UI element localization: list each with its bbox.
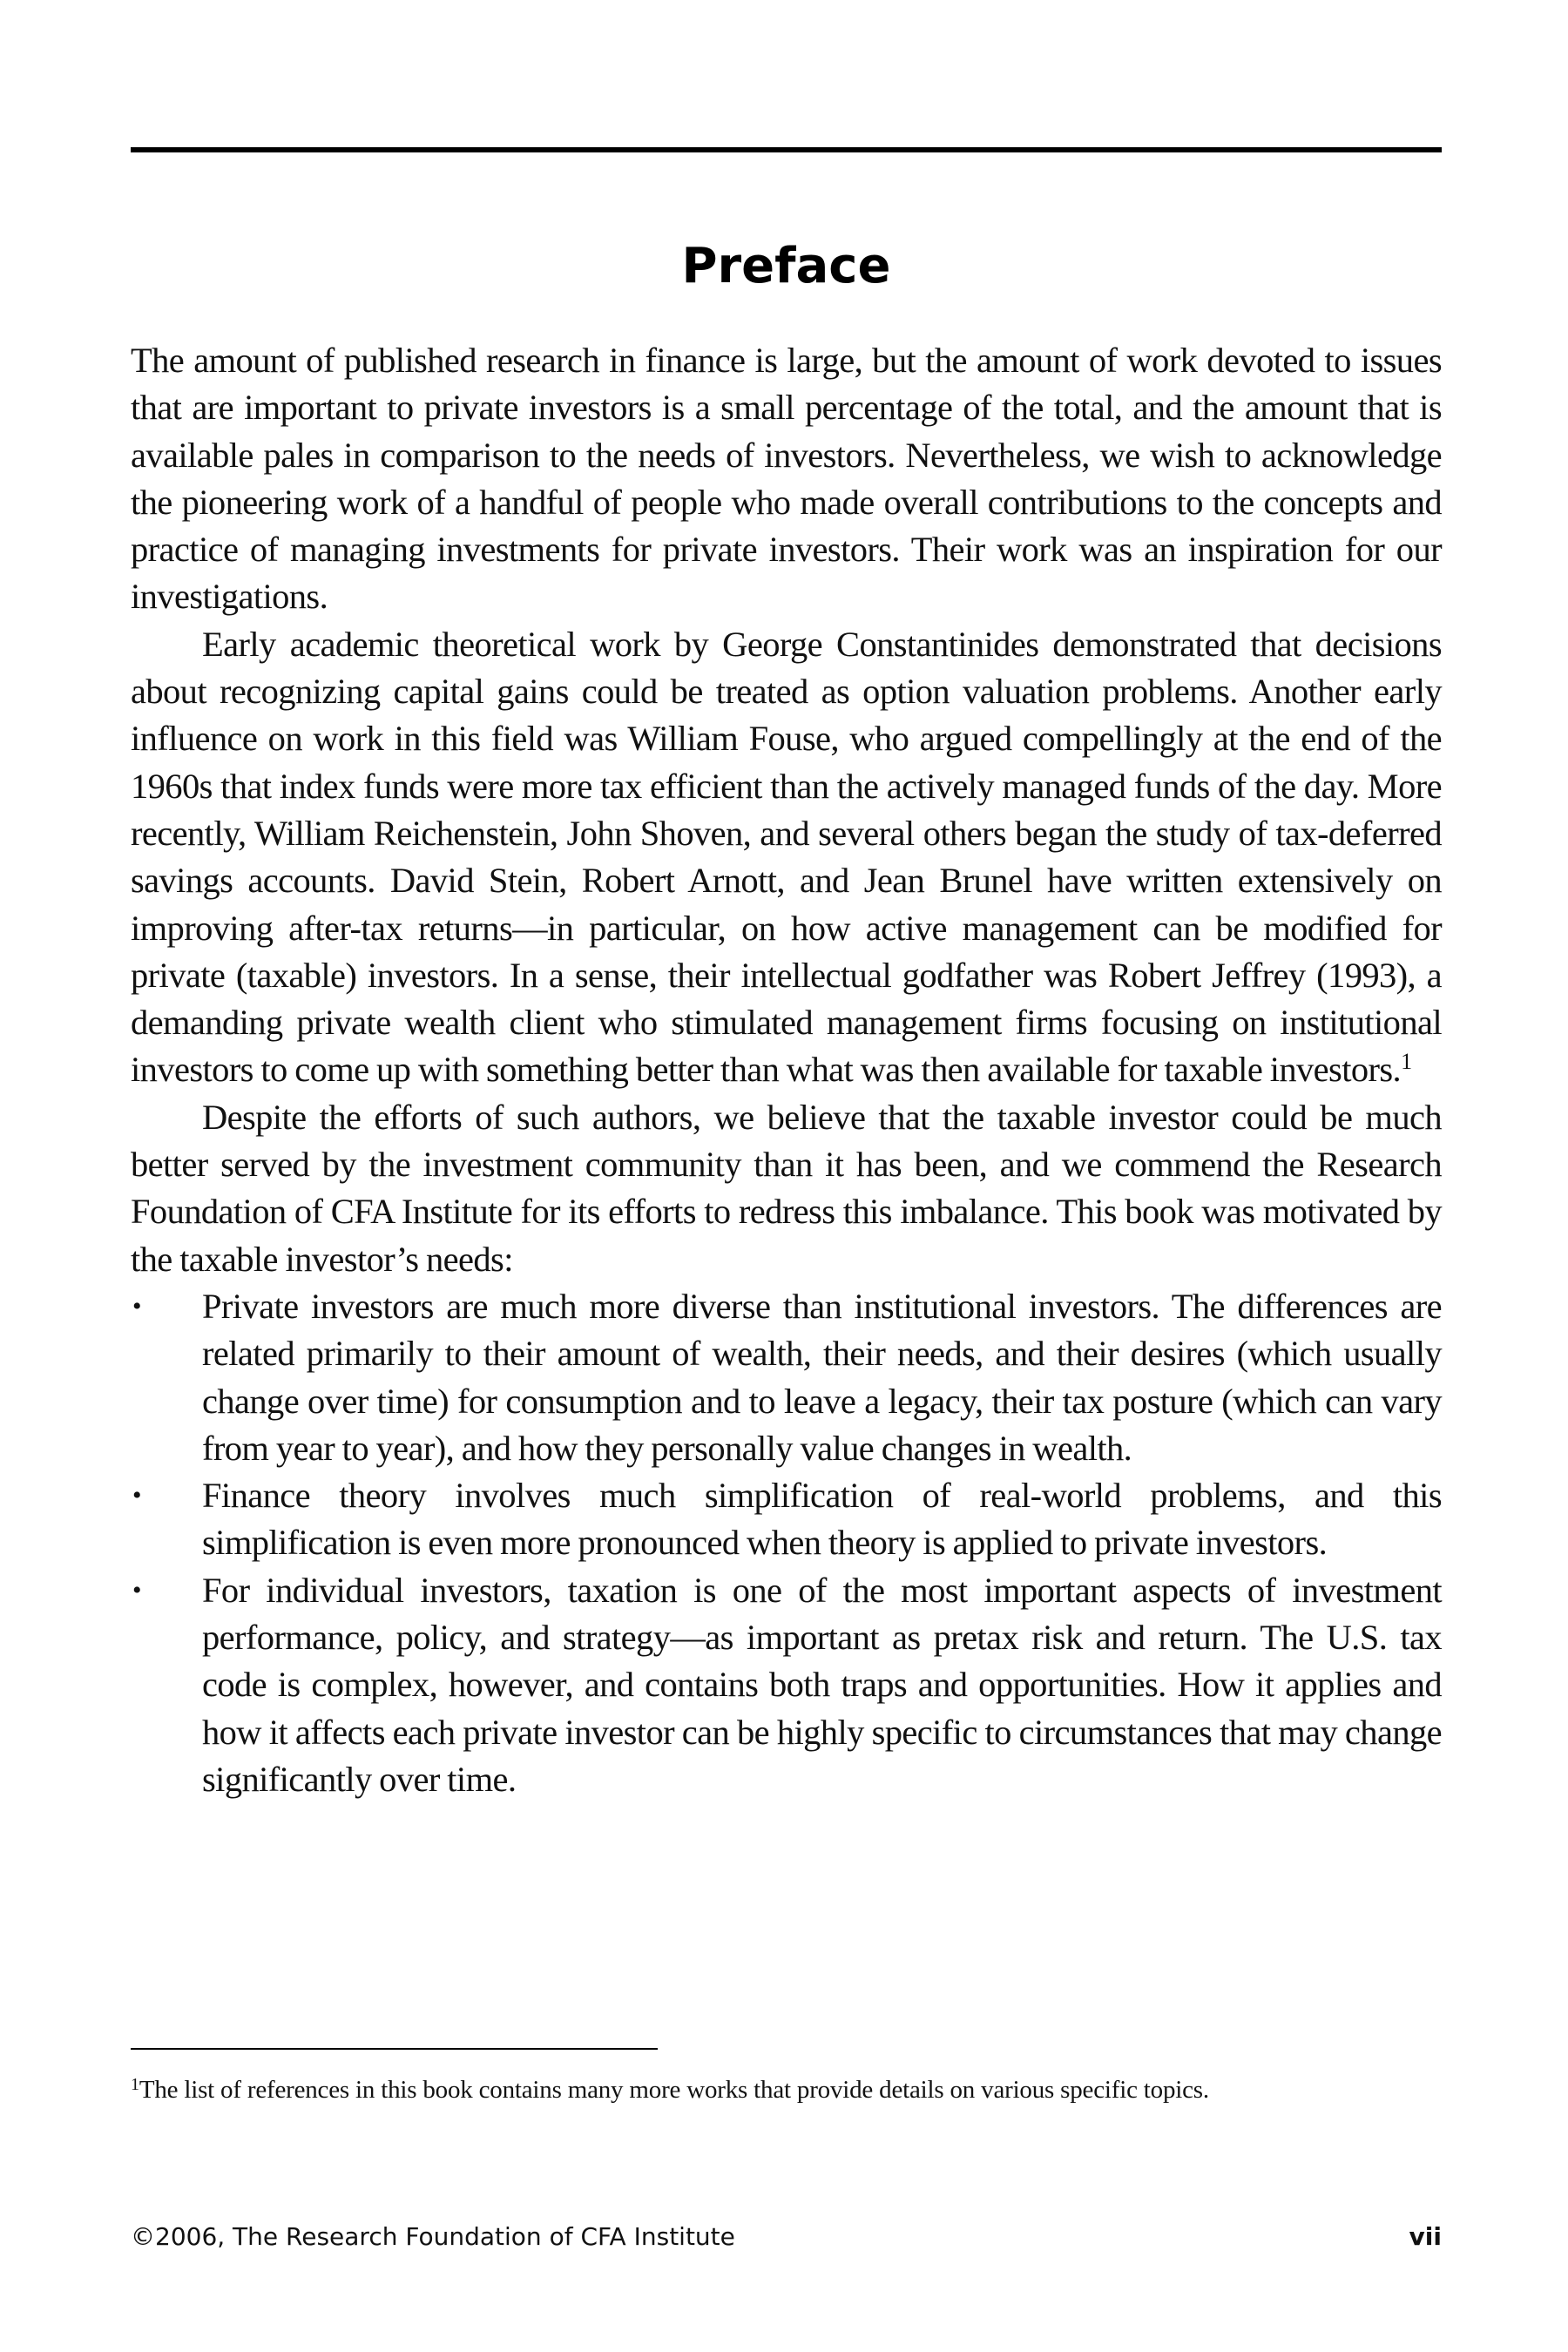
footnote-reference[interactable]: 1 [1401, 1049, 1412, 1075]
bullet-item [131, 1472, 1442, 1567]
footnote-text: The list of references in this book contains many more works that provide details on various specific topics. [139, 2076, 1209, 2104]
paragraph-2-text: Early academic theoretical work by George Constantinides demonstrated that decisions about recognizing capital gains could be treated as option valuation problems. Another early influence on work in this field was William Fouse, who argued compellingly at the end of the 1960s that index funds were more tax efficient than the actively managed funds of the day. More recently, William Reichenstein, John Shoven, and several others began the study of tax-deferred savings accounts. David Stein, Robert Arnott, and Jean Brunel have written extensively on improving after-tax returns—in particular, on how active management can be modified for private (taxable) investors. In a sense, their intellectual godfather was Robert Jeffrey (1993), a demanding private wealth client who stimulated management firms focusing on institutional investors to come up with something better than what was then available for taxable investors. [131, 624, 1442, 1090]
footnote-divider [131, 2048, 658, 2050]
bullet-item [131, 1283, 1442, 1472]
copyright-notice: ©2006, The Research Foundation of CFA Institute [131, 2222, 735, 2251]
bullet-text: For individual investors, taxation is one of the most important aspects of investment performance, policy, and strategy—as important as pretax risk and return. The U.S. tax code is complex, however, and contains both traps and opportunities. How it applies and how it affects each private investor can be highly specific to circumstances that may change significantly over time. [202, 1570, 1442, 1799]
bullet-icon: • [132, 1291, 141, 1321]
paragraph-3: Despite the efforts of such authors, we believe that the taxable investor could be much better served by the investment community than it has been, and we commend the Research Foundation of CFA Institute for its efforts to redress this imbalance. This book was motivated by the taxable investor’s needs: [131, 1097, 1442, 1279]
bullet-icon: • [132, 1575, 141, 1605]
bullet-list [131, 1283, 1442, 1803]
body-text [131, 337, 1442, 1803]
paragraph-2 [131, 621, 1442, 1094]
paragraph-1: The amount of published research in finance is large, but the amount of work devoted to issues that are important to private investors is a small percentage of the total, and the amount that is available pales in comparison to the needs of investors. Nevertheless, we wish to acknowledge the pioneering work of a handful of people who made overall contributions to the concepts and practice of managing investments for private investors. Their work was an inspiration for our investigations. [131, 341, 1442, 617]
document-page [131, 0, 1442, 2352]
footnote [131, 2073, 1442, 2106]
page-number: vii [1409, 2222, 1442, 2251]
bullet-icon: • [132, 1481, 141, 1511]
bullet-text: Private investors are much more diverse than institutional investors. The differences are related primarily to their amount of wealth, their needs, and their desires (which usually change over time) for consumption and to leave a legacy, their tax posture (which can vary from year to year), and how they personally value changes in wealth. [202, 1286, 1442, 1468]
bullet-item [131, 1567, 1442, 1803]
page-title: Preface [681, 237, 891, 294]
bullet-text: Finance theory involves much simplification of real-world problems, and this simplification is even more pronounced when theory is applied to private investors. [202, 1476, 1442, 1563]
page-footer [131, 2220, 1442, 2254]
footnote-mark: 1 [131, 2075, 139, 2094]
top-rule-divider [131, 147, 1442, 152]
